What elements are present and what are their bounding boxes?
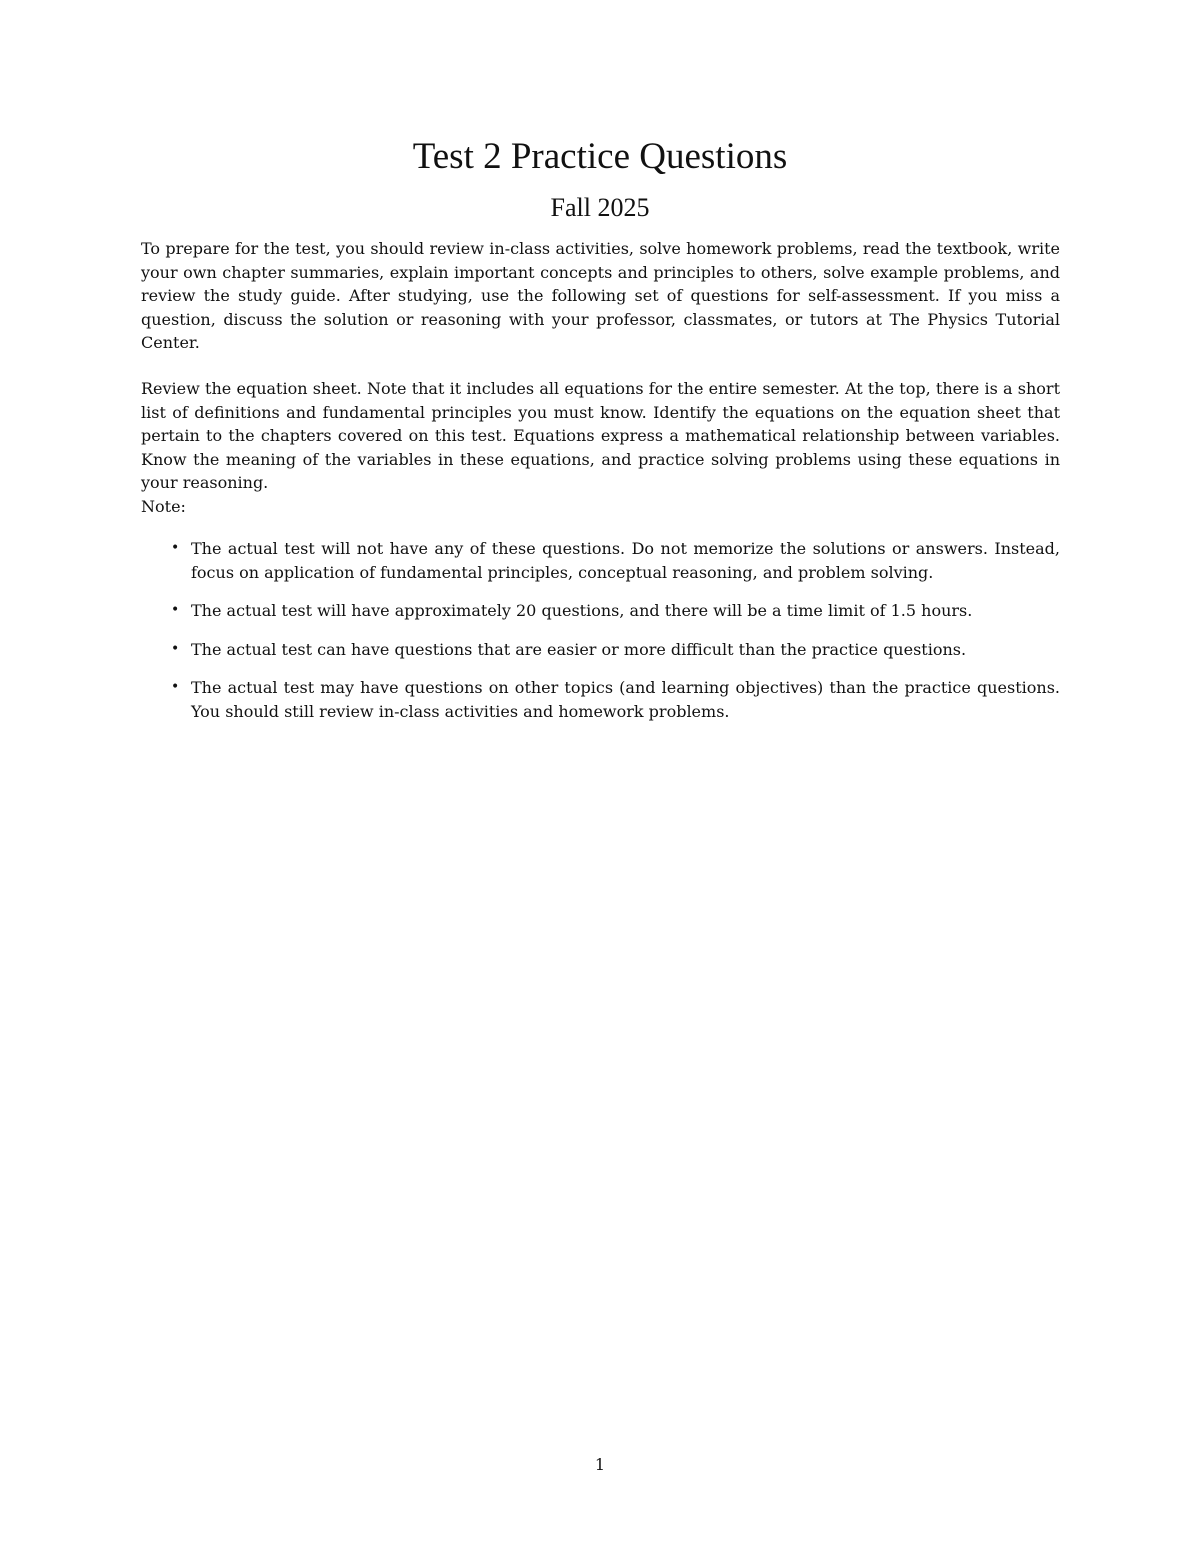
bullet-icon: • — [171, 540, 180, 556]
bullet-icon: • — [171, 679, 180, 695]
equation-sheet-paragraph: Review the equation sheet. Note that it includes all equations for the entire semester. At the top, there is a short list of definitions and fundamental principles you must know. Identify the equations on the equation sheet that pertain to the chapters covered on this test. Equations express a mathematical relationship between variables. Know the meaning of the variables in these equations, and practice solving problems using these equations in your reasoning. — [141, 379, 1060, 492]
page-number: 1 — [594, 1455, 606, 1474]
page-subtitle: Fall 2025 — [550, 193, 650, 222]
note-label: Note: — [141, 497, 186, 516]
note-text: The actual test may have questions on other topics (and learning objectives) than the practice questions. You should still review in-class activities and homework problems. — [191, 678, 1060, 721]
page-title: Test 2 Practice Questions — [412, 136, 788, 177]
note-text: The actual test will have approximately 20 questions, and there will be a time limit of 1.5 hours. — [191, 601, 973, 620]
notes-list — [141, 537, 1060, 738]
list-item — [141, 599, 1060, 623]
bullet-icon: • — [171, 640, 180, 657]
bullet-icon: • — [171, 602, 180, 618]
note-text: The actual test will not have any of these questions. Do not memorize the solutions or answers. Instead, focus on application of fundamental principles, conceptual reasoning, and problem solving. — [191, 539, 1060, 582]
list-item — [141, 676, 1060, 723]
intro-paragraph: To prepare for the test, you should review in-class activities, solve homework problems, read the textbook, write your own chapter summaries, explain important concepts and principles to others, solve example problems, and review the study guide. After studying, use the following set of questions for self-assessment. If you miss a question, discuss the solution or reasoning with your professor, classmates, or tutors at The Physics Tutorial Center. — [141, 239, 1060, 352]
list-item — [141, 638, 1060, 662]
note-text: The actual test can have questions that are easier or more difficult than the practice questions. — [191, 639, 967, 659]
list-item — [141, 537, 1060, 584]
